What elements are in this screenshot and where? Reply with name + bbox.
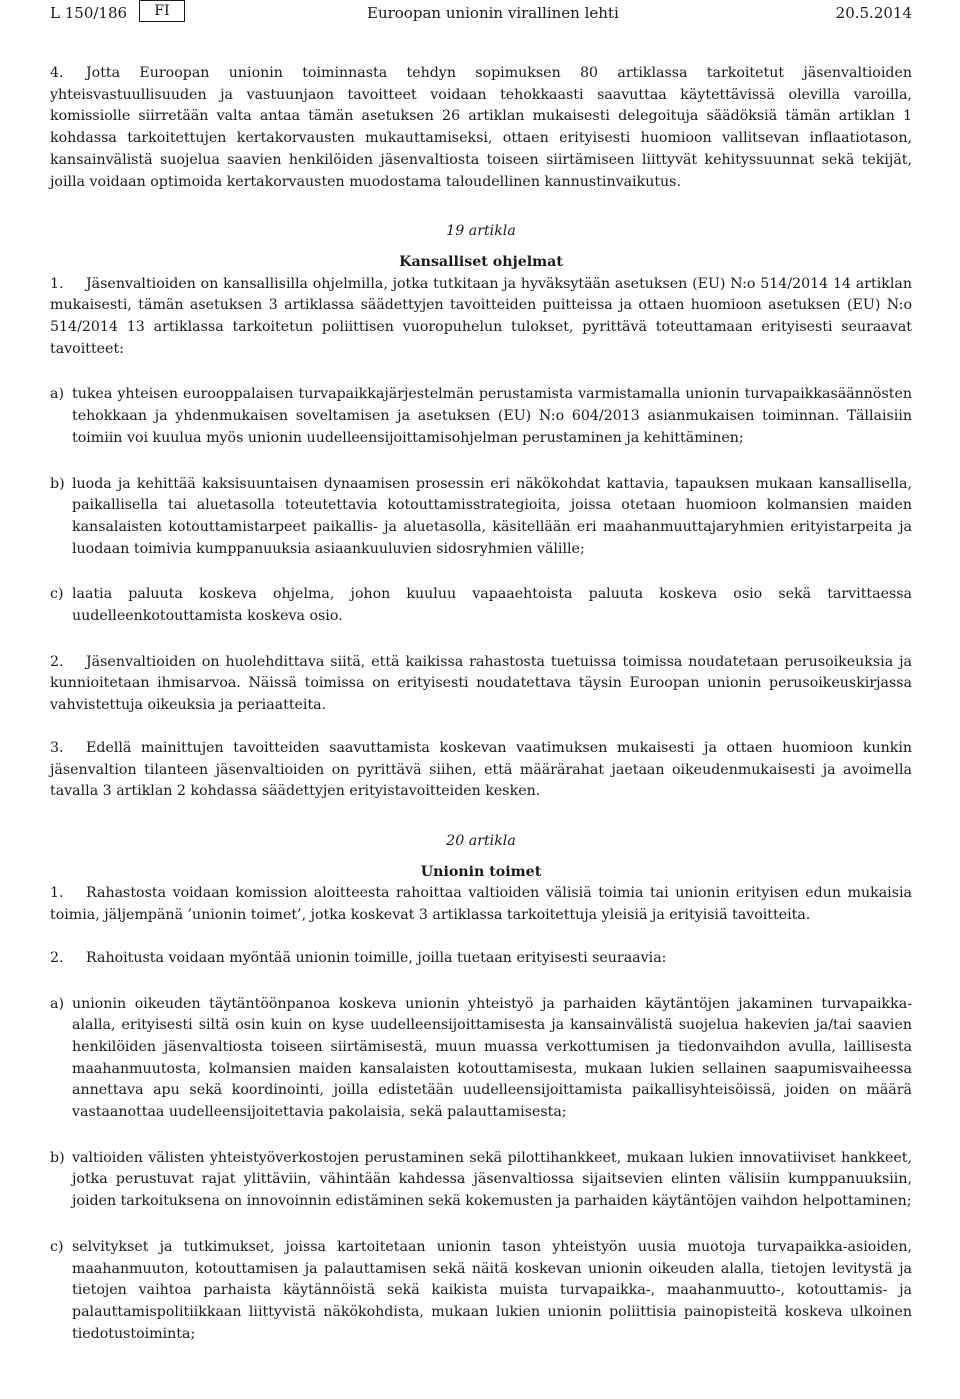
art19-item-a (50, 384, 912, 449)
document-body (50, 63, 912, 1345)
article-20-number: 20 artikla (446, 832, 516, 849)
art20-item-c (50, 1237, 912, 1346)
item-label: c) (50, 1238, 64, 1255)
item-label: a) (50, 995, 64, 1012)
publication-date: 20.5.2014 (835, 4, 912, 22)
item-text: tukea yhteisen eurooppalaisen turvapaikkajärjestelmän perustamista varmistamalla unionin turvapaikkasäännösten tehokkaan ja yhdenmukaisen soveltamisen ja asetuksen (EU) N:o 604/2013 asianmukaisen toiminnan. Tällaisiin toimiin voi kuulua myös unionin uudelleensijoittamisohjelman perustaminen ja kehittäminen; (72, 386, 912, 446)
paragraph-text: Jotta Euroopan unionin toiminnasta tehdyn sopimuksen 80 artiklassa tarkoitetut jäsenvaltioiden yhteisvastuullisuuden ja vastuunjaon tavoitteet voidaan tehokkaasti saavuttaa käytettävissä olevilla varoilla, komissiolle siirretään valta antaa tämän asetuksen 26 artiklan mukaisesti delegoituja säädöksiä tämän artiklan 1 kohdassa tarkoitettujen kertakorvausten mukauttamiseksi, ottaen erityisesti huomioon vallitsevan inflaatiotason, kansainvälistä suojelua saavien henkilöiden jäsenvaltiosta toiseen siirtämiseen liittyvät kehityssuunnat sekä tekijät, joilla voidaan optimoida kertakorvausten muodostama taloudellinen kannustinvaikutus. (50, 65, 912, 190)
art20-paragraph-1 (50, 883, 912, 926)
paragraph-text: Edellä mainittujen tavoitteiden saavuttamista koskevan vaatimuksen mukaisesti ja ottaen huomioon kunkin jäsenvaltion tilanteen jäsenvaltioiden on pyrittävä siihen, että määrärahat jaetaan oikeudenmukaisesti ja avoimella tavalla 3 artiklan 2 kohdassa säädettyjen erityistavoitteiden kesken. (50, 739, 912, 800)
article-20-title: Unionin toimet (420, 863, 542, 880)
page-reference: L 150/186 (50, 4, 128, 22)
paragraph-text: Rahastosta voidaan komission aloitteesta rahoittaa valtioiden välisiä toimia tai unionin erityisen edun mukaisia toimia, jäljempänä ’unionin toimet’, jotka koskevat 3 artiklassa tarkoitettuja yleisiä ja erityisiä tavoitteita. (50, 885, 912, 924)
item-text: luoda ja kehittää kaksisuuntaisen dynaamisen prosessin eri näkökohdat kattavia, tapauksen mukaan kansallisella, paikallisella tai aluetasolla toteutettavia kotouttamisstrategioita, joissa otetaan huomioon kolmansien maiden kansalaisten kotouttamistarpeet paikallis- ja aluetasolla, käsitellään eri maahanmuuttajaryhmien erityistarpeita ja luodaan toimivia kumppanuuksia asiaankuuluvien sidosryhmien välille; (72, 475, 912, 557)
art19-item-b (50, 474, 912, 561)
paragraph-number: 2. (50, 653, 64, 670)
art20-paragraph-2 (50, 948, 912, 970)
item-text: unionin oikeuden täytäntöönpanoa koskeva unionin yhteistyö ja parhaiden käytäntöjen jakaminen turvapaikka-alalla, erityisesti siltä osin kuin on kyse uudelleensijoittamisesta ja kansainvälistä suojelua hakevien ja/tai saavien henkilöiden jäsenvaltiosta toiseen siirtämisestä, muun muassa verkottumisen ja tiedonvaihdon avulla, laillisesta maahanmuutosta, kolmansien maiden kansalaisten kotouttamisesta, mukaan lukien sellainen saapumisvaiheessa annettava apu sekä koordinointi, joilla edistetään uudelleensijoittamista paikallisyhteisöissä, joiden on määrä vastaanottaa uudelleensijoitettavia pakolaisia, sekä palauttamisesta; (72, 995, 912, 1121)
paragraph-text: Rahoitusta voidaan myöntää unionin toimille, joilla tuetaan erityisesti seuraavia: (86, 949, 667, 966)
art19-paragraph-2 (50, 652, 912, 717)
item-label: b) (50, 1149, 65, 1166)
paragraph-number: 1. (50, 275, 64, 292)
language-code-box: FI (139, 0, 185, 22)
page-header (50, 0, 912, 30)
item-text: laatia paluuta koskeva ohjelma, johon kuuluu vapaaehtoista paluuta koskeva osio sekä tarvittaessa uudelleenkotouttamista koskeva osio. (72, 586, 912, 625)
article-19-number: 19 artikla (446, 223, 516, 240)
item-label: a) (50, 386, 64, 403)
item-label: b) (50, 475, 65, 492)
paragraph-text: Jäsenvaltioiden on kansallisilla ohjelmilla, jotka tutkitaan ja hyväksytään asetuksen (EU) N:o 514/2014 14 artiklan mukaisesti, tämän asetuksen 3 artiklassa säädettyjen tavoitteiden puitteissa ja ottaen huomioon asetuksen (EU) N:o 514/2014 13 artiklassa tarkoitetun poliittisen vuoropuhelun tulokset, pyrittävä toteuttamaan erityisesti seuraavat tavoitteet: (50, 275, 912, 357)
paragraph-number: 4. (50, 65, 64, 81)
art20-item-b (50, 1148, 912, 1213)
paragraph-4 (50, 63, 912, 193)
paragraph-number: 1. (50, 885, 64, 902)
art19-item-c (50, 584, 912, 627)
art20-item-a (50, 994, 912, 1124)
article-19-title: Kansalliset ohjelmat (399, 253, 563, 270)
item-label: c) (50, 586, 64, 603)
paragraph-text: Jäsenvaltioiden on huolehdittava siitä, että kaikissa rahastosta tuetuissa toimissa noudatetaan perusoikeuksia ja kunnioitetaan ihmisarvoa. Näissä toimissa on erityisesti noudatettava täysin Euroopan unionin perusoikeuskirjassa vahvistettuja oikeuksia ja periaatteita. (50, 653, 912, 714)
item-text: selvitykset ja tutkimukset, joissa kartoitetaan unionin tason yhteistyön uusia muotoja turvapaikka-asioiden, maahanmuuton, kotouttamisen ja palauttamisen sekä näitä koskevan unionin oikeuden alalla, tietojen levitystä ja tietojen vaihtoa parhaista käytännöistä sekä kaikista muista turvapaikka-, maahanmuutto-, kotouttamis- ja palauttamispolitiikkaan liittyvistä näkökohdista, mukaan lukien unionin poliittisia painopisteitä koskeva ulkoinen tiedotustoiminta; (72, 1238, 912, 1342)
paragraph-number: 2. (50, 949, 64, 966)
journal-title: Euroopan unionin virallinen lehti (367, 4, 619, 22)
art19-paragraph-3 (50, 738, 912, 803)
item-text: valtioiden välisten yhteistyöverkostojen perustaminen sekä pilottihankkeet, mukaan lukien innovatiiviset hankkeet, jotka perustuvat rajat ylittäviin, vähintään kahdessa jäsenvaltiossa sijaitsevien elinten välisiin kumppanuuksiin, joiden tarkoituksena on innovoinnin edistäminen sekä kokemusten ja parhaiden käytäntöjen vaihdon helpottaminen; (72, 1149, 912, 1210)
paragraph-number: 3. (50, 739, 64, 756)
art19-paragraph-1 (50, 274, 912, 361)
